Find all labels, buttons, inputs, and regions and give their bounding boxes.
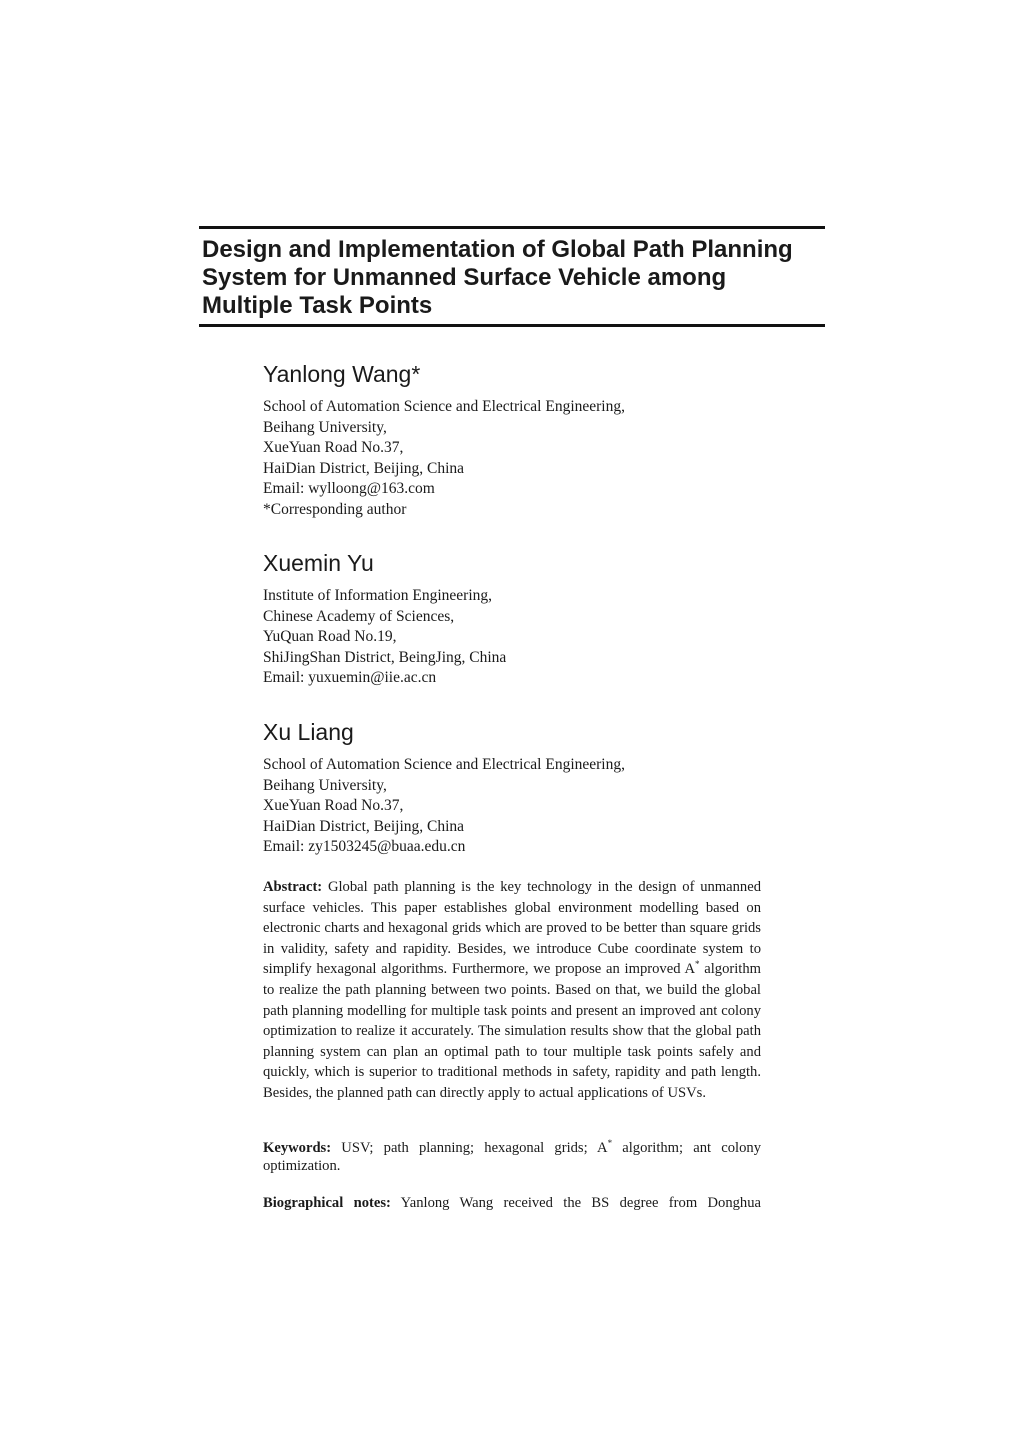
- affiliation-line: XueYuan Road No.37,: [263, 797, 404, 815]
- author-name: Xuemin Yu: [263, 550, 374, 576]
- title-bottom-rule: [199, 324, 825, 327]
- abstract-text: Global path planning is the key technology in the design of unmanned surface vehicles. This paper establishes global environment modelling based on electronic charts and hexagonal grids which are proved to be better than square grids in validity, safety and rapidity. Besides, we introduce Cube coordinate system to simplify hexagonal algorithms. Furthermore, we propose an improved A: [263, 879, 761, 978]
- affiliation-line: XueYuan Road No.37,: [263, 439, 404, 457]
- title-line: System for Unmanned Surface Vehicle among: [202, 264, 727, 291]
- affiliation-line: ShiJingShan District, BeingJing, China: [263, 648, 507, 666]
- affiliation-line: Beihang University,: [263, 776, 387, 794]
- bio-label: Biographical notes:: [263, 1195, 391, 1211]
- abstract-label: Abstract:: [263, 879, 323, 895]
- affiliation-line: Beihang University,: [263, 418, 387, 436]
- author-affiliation: [263, 755, 783, 858]
- author-block-2: [263, 550, 783, 689]
- author-email: Email: wylloong@163.com: [263, 480, 435, 498]
- abstract: [263, 877, 761, 1104]
- abstract-text: algorithm to realize the path planning between two points. Based on that, we build the global path planning modelling for multiple task points and present an improved ant colony optimization to realize it accurately. The simulation results show that the global path planning system can plan an optimal path to tour multiple task points safely and quickly, which is superior to traditional methods in safety, rapidity and path length. Besides, the planned path can directly apply to actual applications of USVs.: [263, 961, 761, 1101]
- affiliation-line: Institute of Information Engineering,: [263, 587, 492, 604]
- affiliation-line: HaiDian District, Beijing, China: [263, 459, 465, 477]
- author-block-3: [263, 719, 783, 858]
- paper-title: [202, 236, 822, 320]
- author-email: Email: zy1503245@buaa.edu.cn: [263, 838, 466, 856]
- keywords-text: USV; path planning; hexagonal grids; A: [341, 1140, 608, 1156]
- superscript-star: *: [607, 1138, 613, 1149]
- author-name: Yanlong Wang*: [263, 361, 421, 387]
- affiliation-line: HaiDian District, Beijing, China: [263, 817, 465, 835]
- bio-text: Yanlong Wang received the BS degree from Donghua: [400, 1195, 761, 1211]
- superscript-star: *: [694, 959, 700, 970]
- affiliation-line: Chinese Academy of Sciences,: [263, 607, 455, 625]
- author-affiliation: [263, 586, 783, 689]
- title-line: Multiple Task Points: [202, 292, 433, 319]
- author-email: Email: yuxuemin@iie.ac.cn: [263, 669, 437, 687]
- author-block-1: [263, 361, 783, 521]
- title-line: Design and Implementation of Global Path Planning: [202, 236, 793, 263]
- author-affiliation: [263, 397, 783, 521]
- affiliation-line: School of Automation Science and Electrical Engineering,: [263, 756, 625, 773]
- keywords-label: Keywords:: [263, 1140, 332, 1156]
- affiliation-line: YuQuan Road No.19,: [263, 628, 397, 646]
- keywords: [263, 1139, 761, 1175]
- title-top-rule: [199, 226, 825, 229]
- biographical-notes: [263, 1194, 761, 1212]
- keywords-text: algorithm; ant colony optimization.: [263, 1140, 761, 1174]
- affiliation-line: School of Automation Science and Electrical Engineering,: [263, 398, 625, 415]
- corresponding-author-note: *Corresponding author: [263, 500, 407, 518]
- author-name: Xu Liang: [263, 719, 354, 745]
